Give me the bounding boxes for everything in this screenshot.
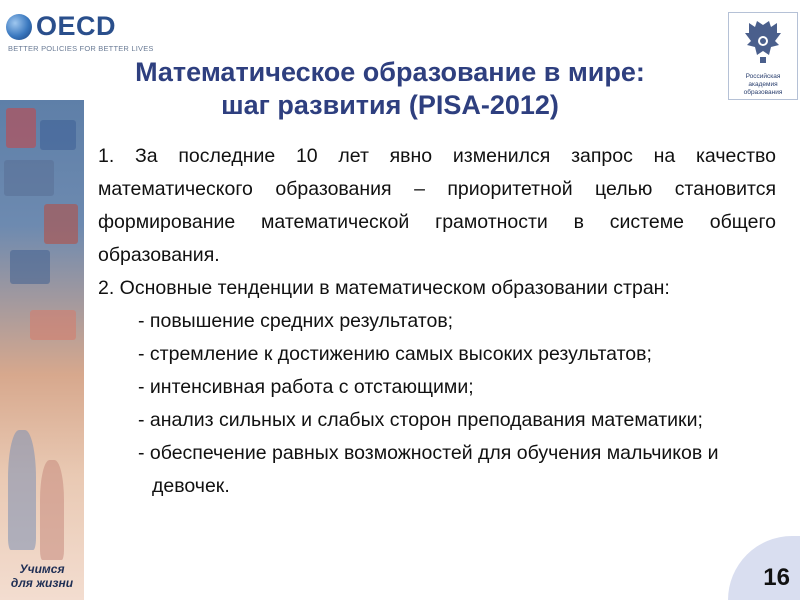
trends-list [98, 305, 776, 503]
slide-title-line1: Математическое образование в мире: [135, 57, 645, 87]
strip-block [44, 204, 78, 244]
sidebar-caption [0, 562, 84, 590]
sidebar-caption-line2: для жизни [10, 576, 74, 590]
slide-title [40, 56, 740, 122]
oecd-logo [6, 11, 176, 56]
globe-icon [6, 14, 32, 40]
list-item: - обеспечение равных возможностей для обучения мальчиков и девочек. [138, 442, 719, 497]
list-item: - стремление к достижению самых высоких результатов; [138, 343, 652, 365]
strip-block [30, 310, 76, 340]
oecd-logo-text: OECD [36, 11, 117, 41]
page-number: 16 [763, 564, 790, 591]
list-item: - интенсивная работа с отстающими; [138, 376, 474, 398]
list-item: - повышение средних результатов; [138, 310, 454, 332]
slide-body [98, 140, 776, 503]
silhouette-person [40, 460, 64, 560]
sidebar-caption-line1: Учимся [19, 562, 65, 576]
page-number-badge [728, 536, 800, 600]
slide-title-line2: шаг развития (PISA-2012) [221, 90, 559, 120]
strip-block [4, 160, 54, 196]
oecd-tagline: BETTER POLICIES FOR BETTER LIVES [8, 44, 154, 53]
double-headed-eagle-icon [743, 19, 783, 65]
decorative-side-image [0, 100, 84, 600]
strip-block [10, 250, 50, 284]
strip-block [40, 120, 76, 150]
list-item: - анализ сильных и слабых сторон преподавания математики; [138, 409, 703, 431]
paragraph-1: 1. За последние 10 лет явно изменился запрос на качество математического образования – приоритетной целью становится формирование математической грамотности в системе общего образования. [98, 145, 776, 266]
emblem-caption [731, 73, 795, 97]
emblem-caption-line2: образования [743, 89, 783, 96]
strip-block [6, 108, 36, 148]
silhouette-person [8, 430, 36, 550]
paragraph-2: 2. Основные тенденции в математическом образовании стран: [98, 277, 670, 299]
emblem-caption-line1: Российская академия [745, 73, 781, 88]
